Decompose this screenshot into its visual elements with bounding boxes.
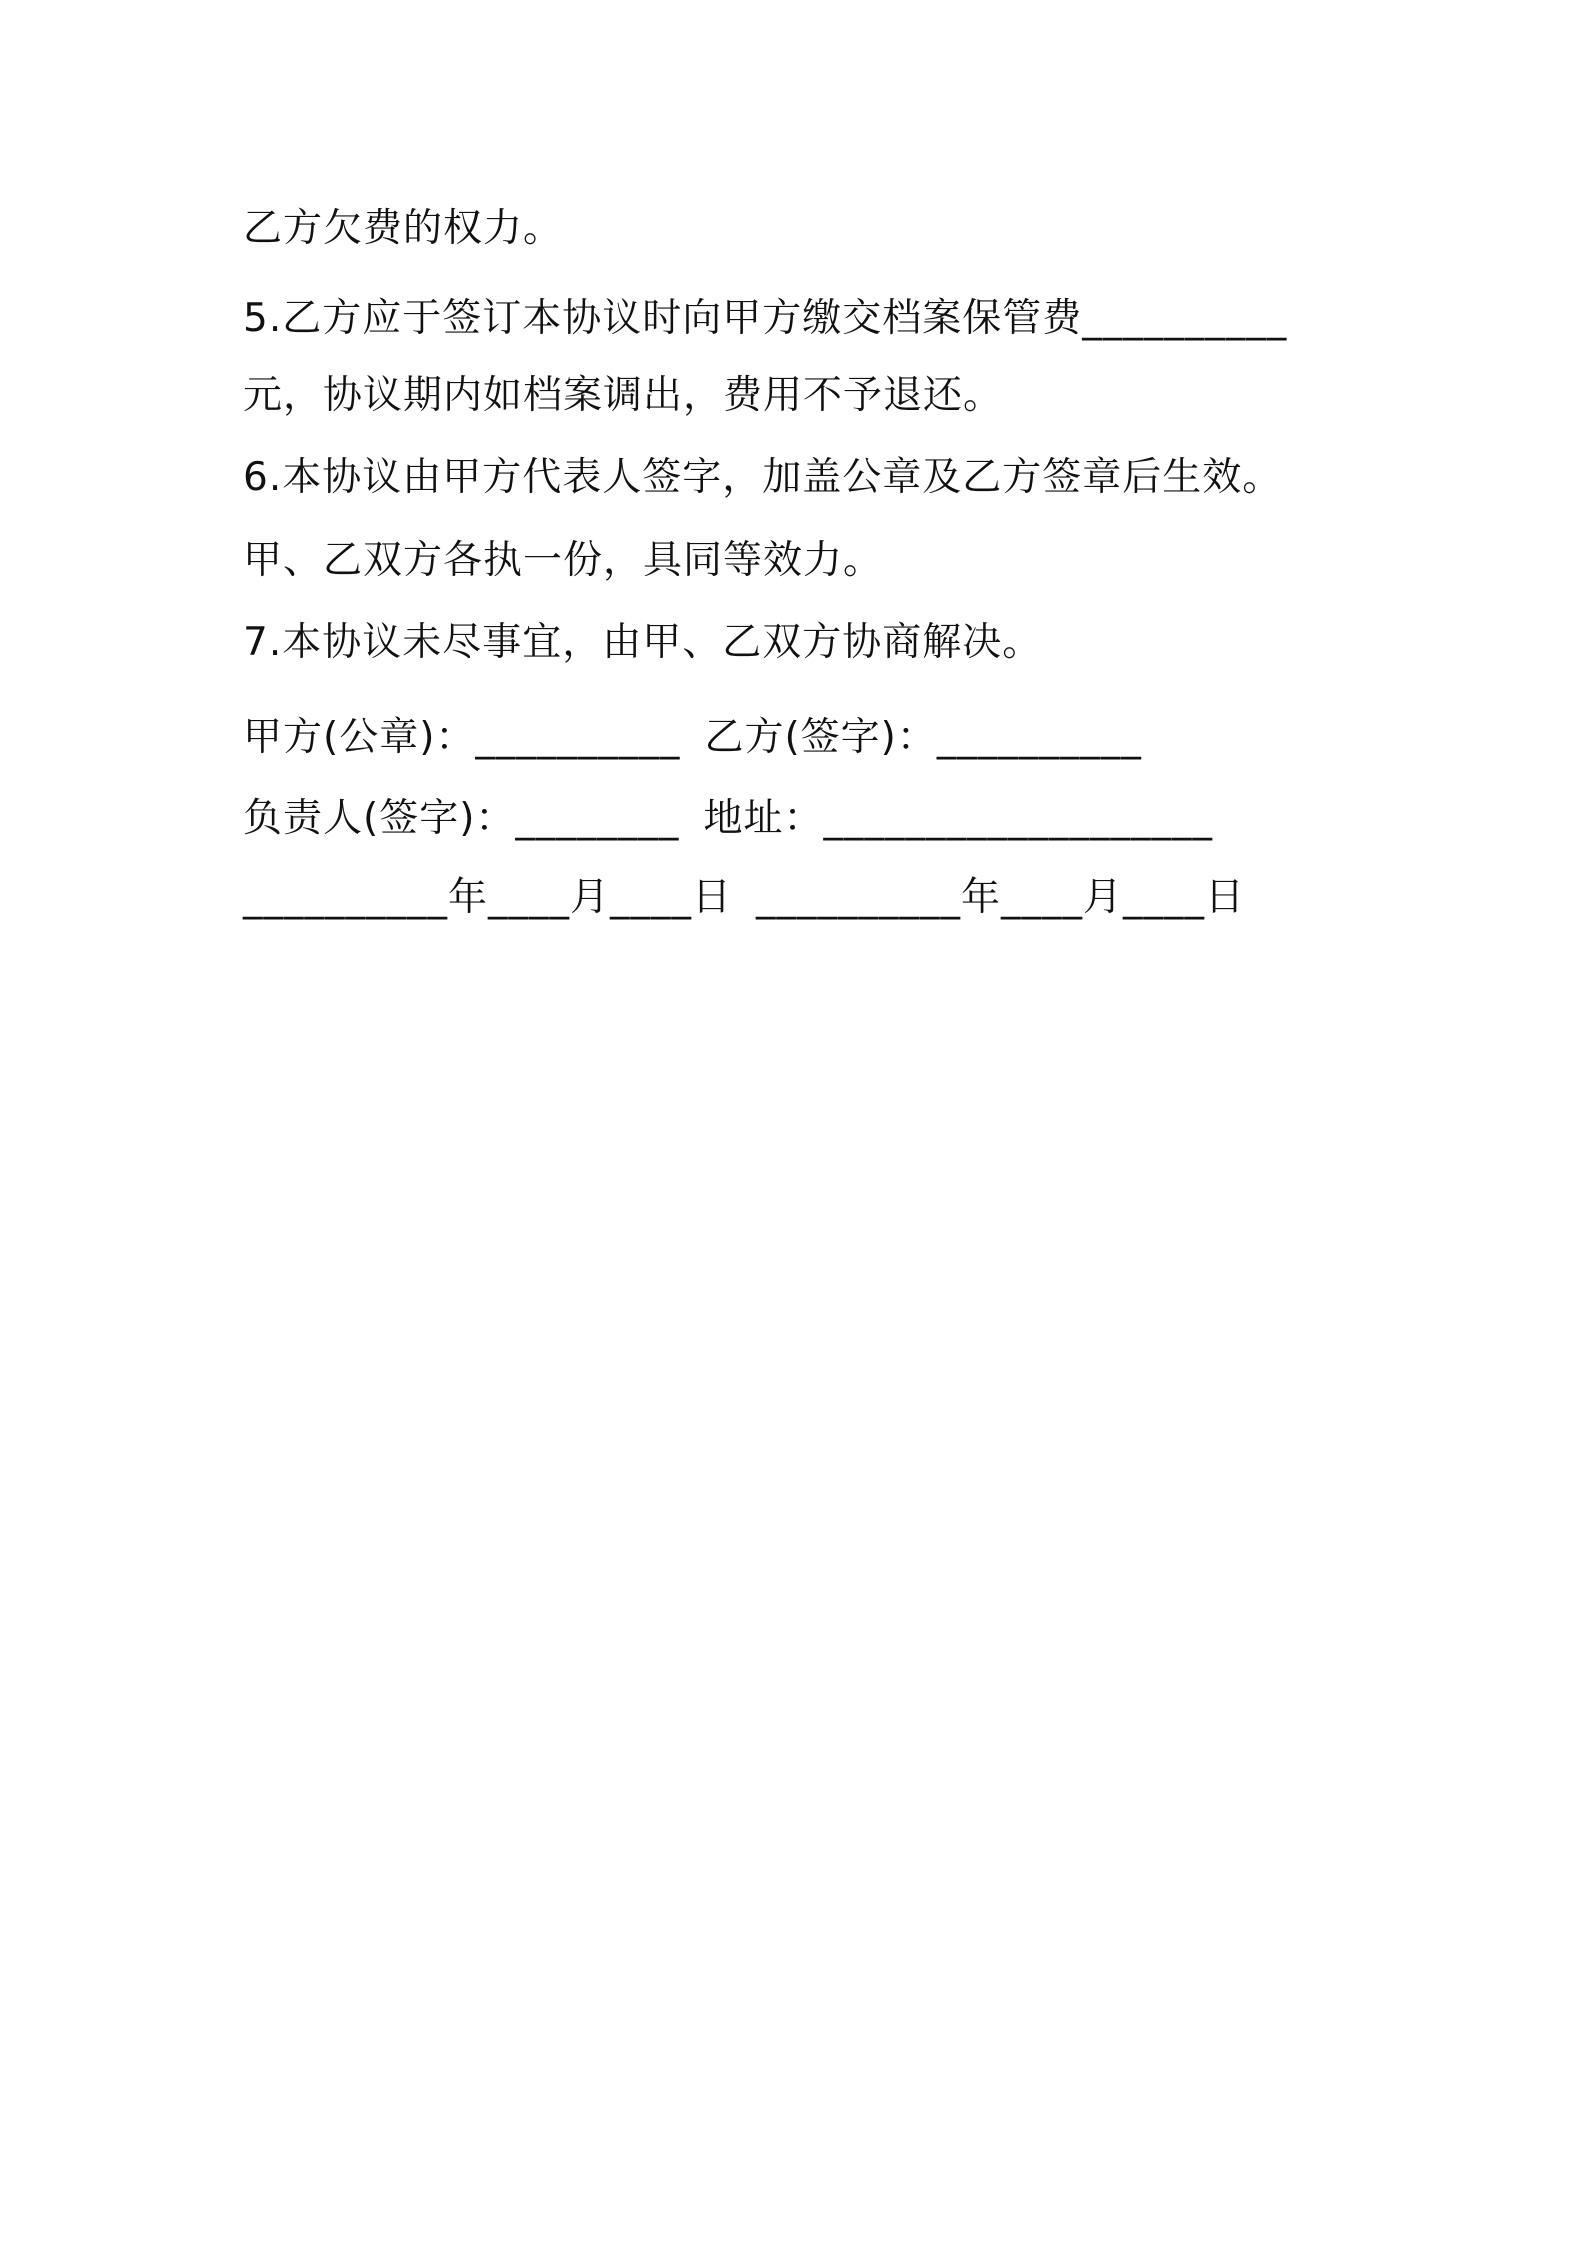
date-field-party-a: __________年____月____日 xyxy=(243,875,733,920)
responsible-address-row xyxy=(243,793,1213,845)
party-b-signature-field: 乙方(签字)：__________ xyxy=(704,715,1142,760)
party-a-seal-field: 甲方(公章)：__________ xyxy=(243,715,681,760)
address-field: 地址：___________________ xyxy=(703,796,1213,841)
seal-signature-row xyxy=(243,712,1142,764)
clause-4-continuation: 乙方欠费的权力。 xyxy=(243,206,564,251)
person-in-charge-field: 负责人(签字)：________ xyxy=(243,796,680,841)
clause-6-line-1: 6.本协议由甲方代表人签字，加盖公章及乙方签章后生效。 xyxy=(243,455,1283,500)
date-row xyxy=(243,872,1245,924)
clause-5-line-1: 5.乙方应于签订本协议时向甲方缴交档案保管费__________ xyxy=(243,296,1288,341)
clause-7: 7.本协议未尽事宜，由甲、乙双方协商解决。 xyxy=(243,620,1043,665)
clause-5-line-2: 元，协议期内如档案调出，费用不予退还。 xyxy=(243,373,1004,418)
clause-6-line-2: 甲、乙双方各执一份，具同等效力。 xyxy=(243,538,884,583)
date-field-party-b: __________年____月____日 xyxy=(756,875,1246,920)
